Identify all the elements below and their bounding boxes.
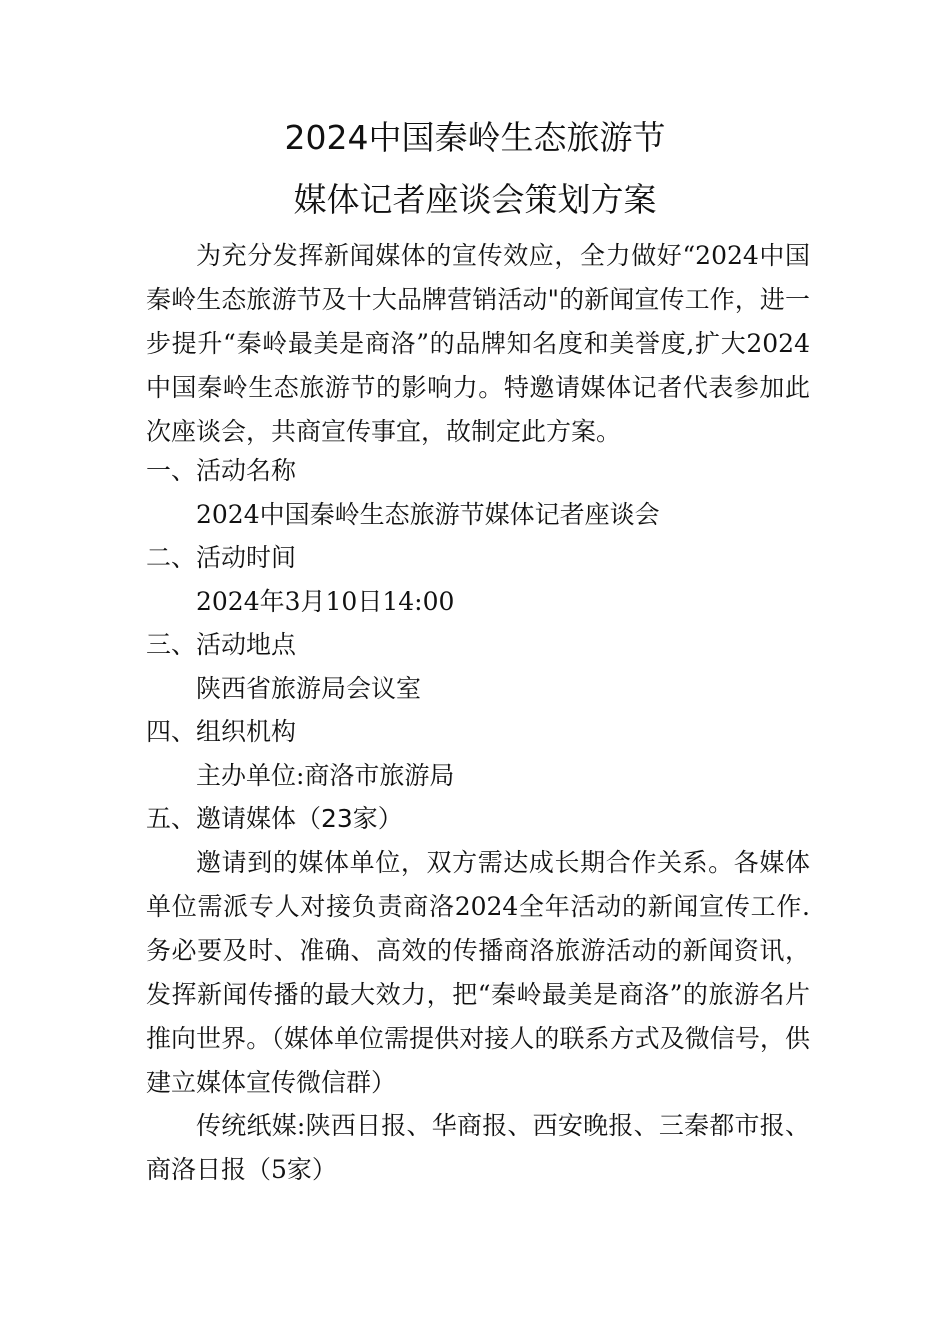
organizer-value: 主办单位:商洛市旅游局 <box>196 761 455 790</box>
document-title-line-2: 媒体记者座谈会策划方案 <box>293 180 657 219</box>
intro-paragraph: 为充分发挥新闻媒体的宣传效应，全力做好“2024中国秦岭生态旅游节及十大品牌营销活动"的新闻宣传工作，进一步提升“秦岭最美是商洛”的品牌知名度和美誉度,扩大2024中国秦岭生态旅游节的影响力。特邀请媒体记者代表参加此次座谈会，共商宣传事宜，故制定此方案。 <box>146 241 810 446</box>
activity-location-value: 陕西省旅游局会议室 <box>196 674 422 703</box>
invited-media-paragraph: 邀请到的媒体单位，双方需达成长期合作关系。各媒体单位需派专人对接负责商洛2024全年活动的新闻宣传工作.务必要及时、准确、高效的传播商洛旅游活动的新闻资讯，发挥新闻传播的最大效力，把“秦岭最美是商洛”的旅游名片推向世界。（媒体单位需提供对接人的联系方式及微信号，供建立媒体宣传微信群） <box>146 848 810 1097</box>
section-heading-invited-media: 五、邀请媒体（23家） <box>146 804 403 833</box>
activity-time-value: 2024年3月10日14:00 <box>196 587 455 616</box>
section-heading-organization: 四、组织机构 <box>146 717 297 746</box>
section-heading-activity-name: 一、活动名称 <box>146 456 297 485</box>
document-title-line-1: 2024中国秦岭生态旅游节 <box>284 118 666 157</box>
activity-name-value: 2024中国秦岭生态旅游节媒体记者座谈会 <box>196 500 660 529</box>
section-heading-activity-time: 二、活动时间 <box>146 543 297 572</box>
section-heading-activity-location: 三、活动地点 <box>146 630 297 659</box>
print-media-paragraph: 传统纸媒:陕西日报、华商报、西安晚报、三秦都市报、商洛日报（5家） <box>146 1111 810 1184</box>
